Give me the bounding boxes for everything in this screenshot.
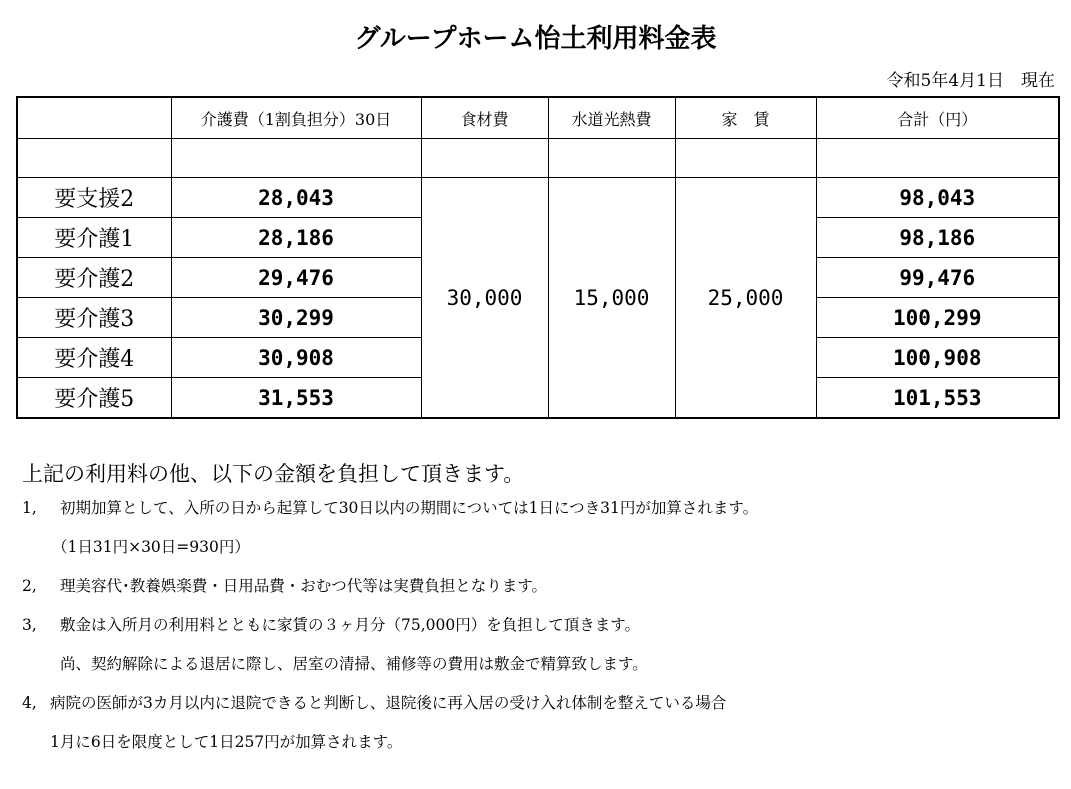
care-level: 要介護1 — [17, 218, 171, 258]
header-total: 合計（円） — [816, 97, 1059, 139]
note-item — [22, 732, 1052, 752]
care-level: 要介護3 — [17, 298, 171, 338]
utilities-fee: 15,000 — [548, 178, 675, 419]
blank-cell — [171, 139, 421, 178]
note-number: 3, — [22, 616, 37, 634]
note-item — [22, 693, 1052, 713]
blank-cell — [675, 139, 816, 178]
header-food: 食材費 — [421, 97, 548, 139]
note-item — [22, 654, 1052, 674]
header-care-fee: 介護費（1割負担分）30日 — [171, 97, 421, 139]
care-fee: 28,186 — [171, 218, 421, 258]
as-of-date: 令和5年4月1日 現在 — [886, 71, 1055, 91]
note-number: 1, — [22, 499, 37, 517]
care-fee: 29,476 — [171, 258, 421, 298]
note-item — [22, 537, 1052, 557]
total-fee: 100,908 — [816, 338, 1059, 378]
care-fee: 30,908 — [171, 338, 421, 378]
care-fee: 31,553 — [171, 378, 421, 419]
notes-intro: 上記の利用料の他、以下の金額を負担して頂きます。 — [22, 462, 525, 486]
care-level: 要介護5 — [17, 378, 171, 419]
care-level: 要介護4 — [17, 338, 171, 378]
blank-cell — [816, 139, 1059, 178]
note-item — [22, 498, 1052, 518]
page-title: グループホーム怡土利用料金表 — [354, 24, 717, 54]
notes-section — [22, 458, 1052, 771]
note-text: 1月に6日を限度として1日257円が加算されます。 — [50, 733, 403, 751]
note-number: 4, — [22, 694, 37, 712]
note-number: 2, — [22, 577, 37, 595]
table-row — [17, 178, 1059, 218]
note-text: （1日31円×30日=930円） — [52, 538, 250, 556]
blank-cell — [17, 139, 171, 178]
total-fee: 101,553 — [816, 378, 1059, 419]
blank-row — [17, 139, 1059, 178]
care-level: 要介護2 — [17, 258, 171, 298]
total-fee: 98,043 — [816, 178, 1059, 218]
note-text: 敷金は入所月の利用料とともに家賃の３ヶ月分（75,000円）を負担して頂きます。 — [60, 616, 640, 634]
header-rent: 家 賃 — [675, 97, 816, 139]
total-fee: 98,186 — [816, 218, 1059, 258]
header-utilities: 水道光熱費 — [548, 97, 675, 139]
care-level: 要支援2 — [17, 178, 171, 218]
note-text: 尚、契約解除による退居に際し、居室の清掃、補修等の費用は敷金で精算致します。 — [60, 655, 648, 673]
rent-fee: 25,000 — [675, 178, 816, 419]
care-fee: 30,299 — [171, 298, 421, 338]
care-fee: 28,043 — [171, 178, 421, 218]
note-text: 理美容代･教養娯楽費・日用品費・おむつ代等は実費負担となります。 — [60, 577, 548, 595]
fee-table — [16, 96, 1060, 419]
total-fee: 100,299 — [816, 298, 1059, 338]
note-item — [22, 576, 1052, 596]
total-fee: 99,476 — [816, 258, 1059, 298]
note-text: 初期加算として、入所の日から起算して30日以内の期間については1日につき31円が加算されます。 — [60, 499, 759, 517]
header-cell — [17, 97, 171, 139]
note-item — [22, 615, 1052, 635]
table-header-row — [17, 97, 1059, 139]
blank-cell — [421, 139, 548, 178]
blank-cell — [548, 139, 675, 178]
note-text: 病院の医師が3カ月以内に退院できると判断し、退院後に再入居の受け入れ体制を整えている場合 — [50, 694, 727, 712]
food-fee: 30,000 — [421, 178, 548, 419]
